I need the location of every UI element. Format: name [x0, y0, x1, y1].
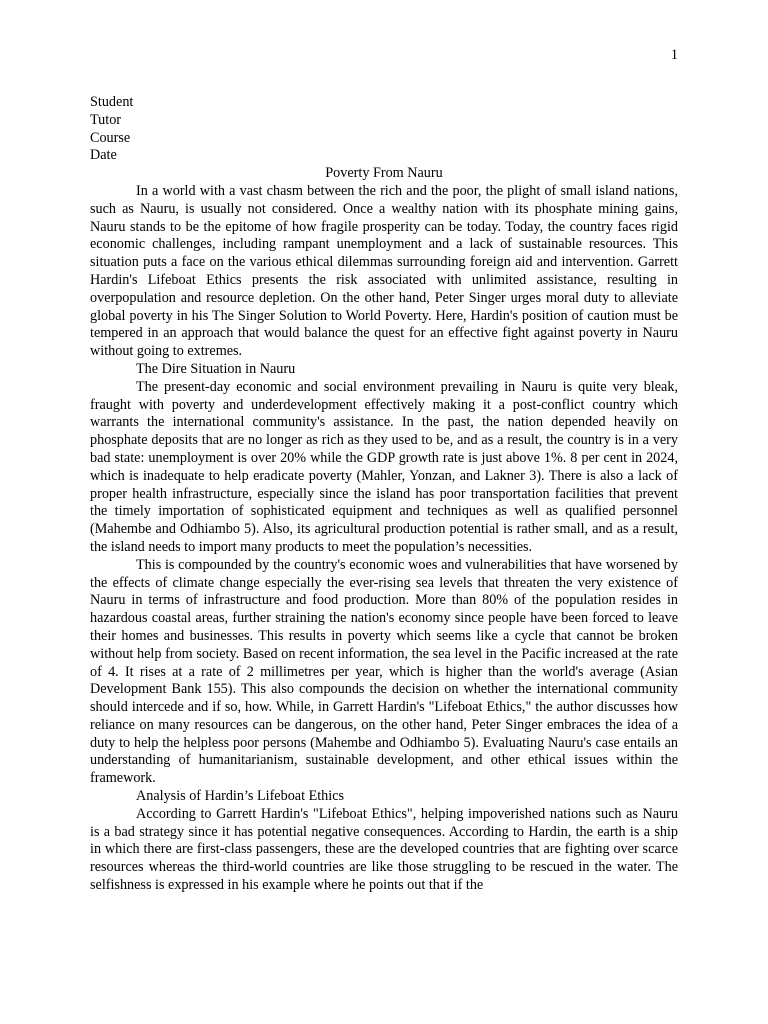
page-number: 1 [670, 47, 678, 63]
course-line: Course [90, 129, 131, 146]
section-heading-hardin-analysis: Analysis of Hardin’s Lifeboat Ethics [136, 788, 345, 805]
paragraph-dire-situation-1: The present-day economic and social environment prevailing in Nauru is quite very bleak, fraught with poverty and underdevelopment effectively making it a post-conflict country which warrants the international community's assistance. In the past, the nation depended heavily on phosphate deposits that are no longer as rich as they used to be, and as a result, the country is in a very bad state: unemployment is over 20% while the GDP growth rate is just above 1%. 8 per cent in 2024, which is inadequate to help eradicate poverty (Mahler, Yonzan, and Lakner 3). There is also a lack of proper health infrastructure, especially since the island has poor transportation facilities that prevent the timely importation of sophisticated equipment and techniques as well as qualified personnel (Mahembe and Odhiambo 5). Also, its agricultural production potential is rather small, and as a result, the island needs to import many products to meet the population’s necessities. [90, 378, 678, 555]
document-title: Poverty From Nauru [325, 165, 443, 182]
document-body [90, 94, 678, 895]
paragraph-dire-situation-2: This is compounded by the country's economic woes and vulnerabilities that have worsened by the effects of climate change especially the ever-rising sea levels that threaten the very existence of Nauru in terms of infrastructure and food production. More than 80% of the population resides in hazardous coastal areas, further straining the nation's economy since people have been forced to leave their homes and businesses. This results in poverty which seems like a cycle that cannot be broken without help from society. Based on recent information, the sea level in the Pacific increased at the rate of 4. It rises at a rate of 2 millimetres per year, which is higher than the world's average (Asian Development Bank 155). This also compounds the decision on whether the international community should intercede and if so, how. While, in Garrett Hardin's "Lifeboat Ethics," the author discusses how reliance on many resources can be dangerous, on the other hand, Peter Singer embraces the idea of a duty to help the helpless poor persons (Mahembe and Odhiambo 5). Evaluating Nauru's case entails an understanding of humanitarianism, sustainable development, and other ethical issues within the framework. [90, 556, 678, 787]
tutor-line: Tutor [90, 111, 122, 128]
paragraph-hardin-analysis: According to Garrett Hardin's "Lifeboat Ethics", helping impoverished nations such as Nauru is a bad strategy since it has potential negative consequences. According to Hardin, the earth is a ship in which there are first-class passengers, these are the developed countries that are fighting over scarce resources whereas the third-world countries are like those struggling to be rescued in the water. The selfishness is expressed in his example where he points out that if the [90, 805, 678, 894]
section-heading-dire-situation: The Dire Situation in Nauru [136, 360, 296, 377]
date-line: Date [90, 147, 117, 164]
student-line: Student [90, 94, 134, 110]
intro-paragraph: In a world with a vast chasm between the rich and the poor, the plight of small island nations, such as Nauru, is usually not considered. Once a wealthy nation with its phosphate mining gains, Nauru stands to be the epitome of how fragile prosperity can be today. Today, the country faces rigid economic challenges, including rampant unemployment and a lack of sustainable resources. This situation puts a face on the various ethical dilemmas surrounding foreign aid and intervention. Garrett Hardin's Lifeboat Ethics presents the risk associated with unlimited assistance, resulting in overpopulation and resource depletion. On the other hand, Peter Singer urges moral duty to alleviate global poverty in his The Singer Solution to World Poverty. Here, Hardin's position of caution must be tempered in an approach that would balance the quest for an effective fight against poverty in Nauru without going to extremes. [90, 182, 678, 360]
